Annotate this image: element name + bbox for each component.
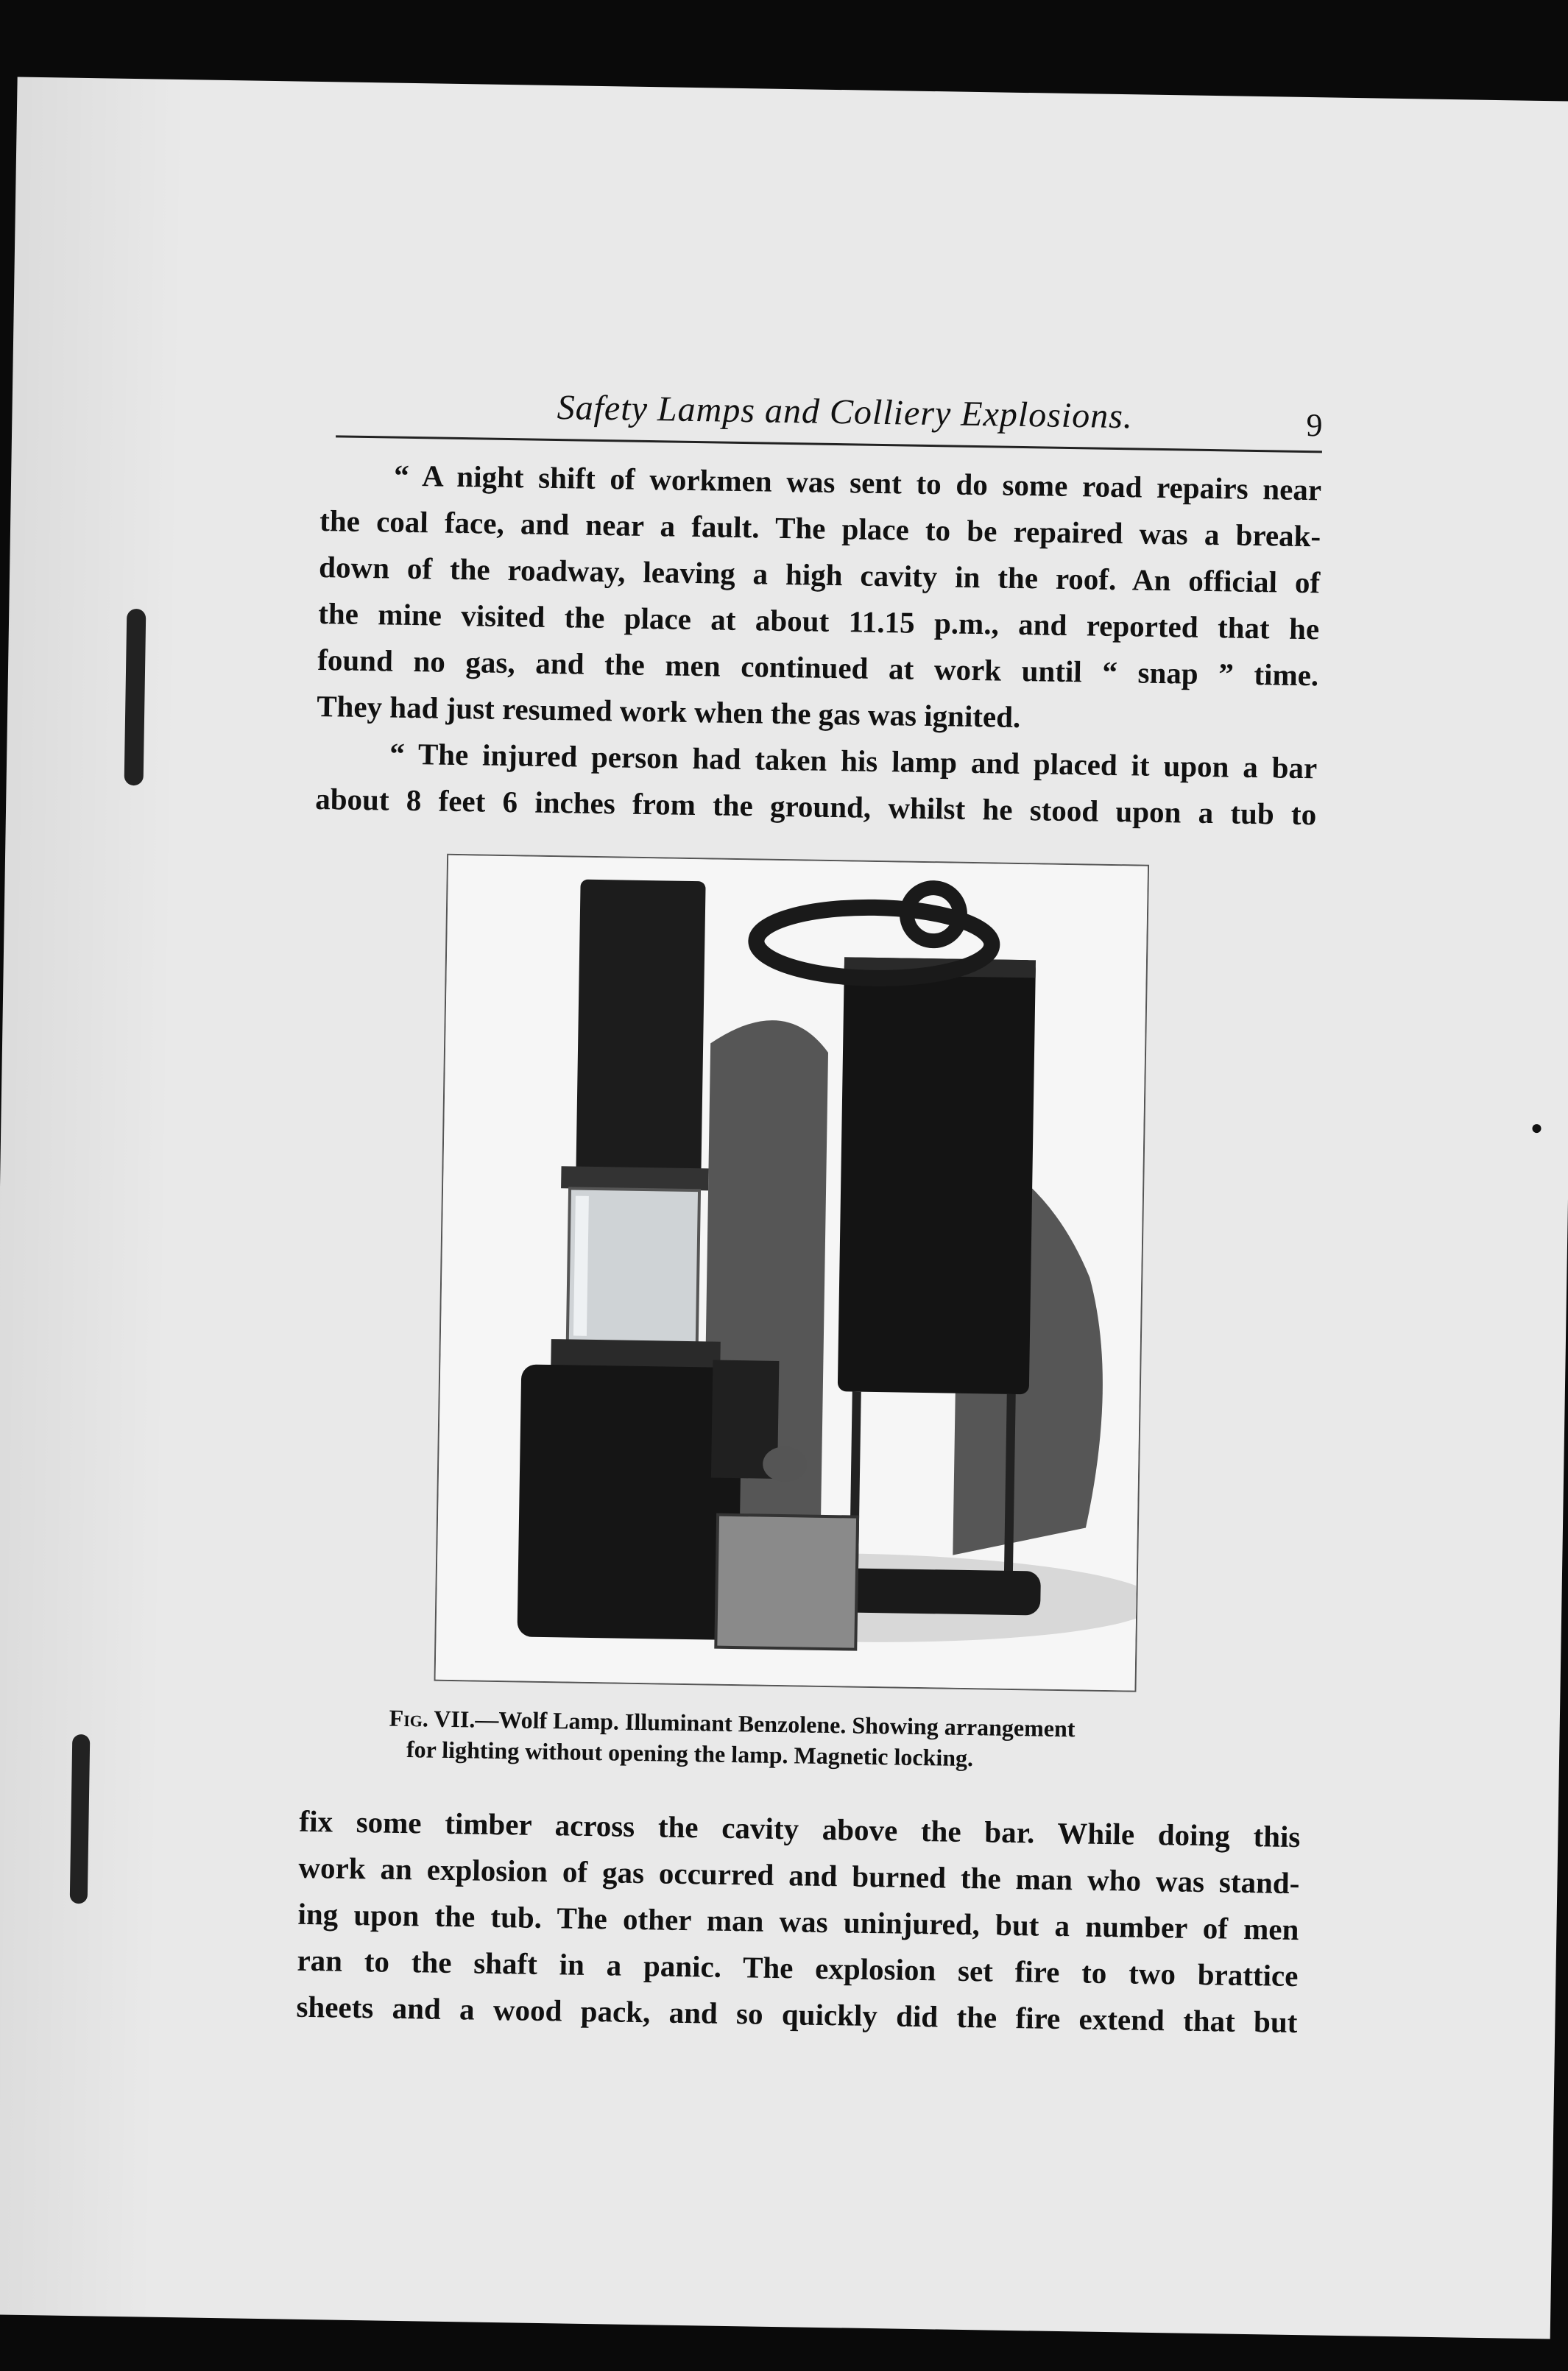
text-line: sheets and a wood pack, and so quickly did the fire extend that but <box>296 1989 1298 2040</box>
text-line: found no gas, and the men continued at work until “ snap ” time. <box>317 642 1319 693</box>
text-line: about 8 feet 6 inches from the ground, whilst he stood upon a tub to <box>314 781 1317 832</box>
paragraph-2 <box>315 729 1318 838</box>
margin-mark-lower <box>70 1734 91 1904</box>
figure-caption <box>389 1703 1251 1778</box>
wolf-lamp-photo <box>436 855 1148 1691</box>
text-line: ran to the shaft in a panic. The explosion set fire to two brattice <box>297 1943 1299 1993</box>
text-line: work an explosion of gas occurred and burned the man who was stand- <box>298 1850 1300 1901</box>
text-line: They had just resumed work when the gas was ignited. <box>316 688 1021 734</box>
paragraph-3 <box>296 1798 1301 2046</box>
text-line: “ A night shift of workmen was sent to do some road repairs near <box>393 458 1322 507</box>
caption-text-1: —Wolf Lamp. Illuminant Benzolene. Showing arrangement <box>475 1706 1076 1742</box>
running-head <box>321 361 1323 450</box>
binding-shadow <box>0 77 187 2317</box>
speck-right <box>1532 1124 1541 1133</box>
header-rule <box>336 435 1322 453</box>
book-page <box>0 77 1568 2339</box>
paragraph-1 <box>317 451 1322 745</box>
figure-label: Fig. VII. <box>389 1704 476 1733</box>
margin-mark-upper <box>124 609 146 785</box>
text-line: ing upon the tub. The other man was uninjured, but a number of men <box>297 1896 1299 1947</box>
text-line: down of the roadway, leaving a high cavity in the roof. An official of <box>318 549 1321 600</box>
running-title: Safety Lamps and Colliery Explosions. <box>557 388 1134 437</box>
page-content <box>296 361 1323 2046</box>
text-line: the coal face, and near a fault. The place to be repaired was a break- <box>319 503 1321 554</box>
figure-photo-frame <box>434 854 1150 1692</box>
text-line: fix some timber across the cavity above the bar. While doing this <box>299 1803 1301 1854</box>
text-line: “ The injured person had taken his lamp and placed it upon a bar <box>389 736 1318 785</box>
text-line: the mine visited the place at about 11.15 p.m., and reported that he <box>317 596 1320 646</box>
caption-line-2: for lighting without opening the lamp. Magnetic locking. <box>406 1736 974 1772</box>
page-number: 9 <box>1306 407 1323 444</box>
